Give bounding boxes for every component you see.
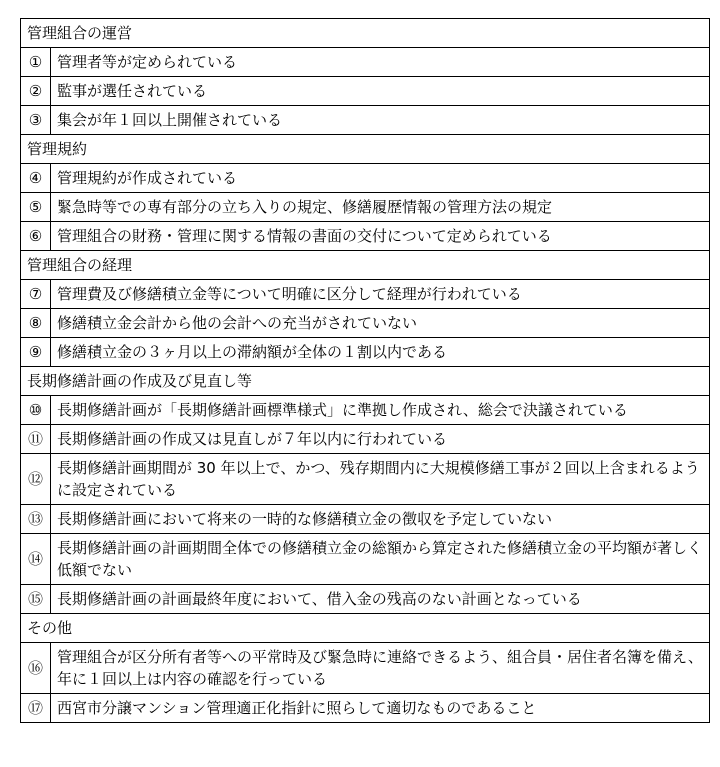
item-text: 管理規約が作成されている [51,164,710,193]
section-title: 管理組合の運営 [21,19,710,48]
item-text: 長期修繕計画の計画期間全体での修繕積立金の総額から算定された修繕積立金の平均額が著しく低額でない [51,534,710,585]
item-number: ① [21,48,51,77]
item-text: 修繕積立金会計から他の会計への充当がされていない [51,309,710,338]
item-text: 集会が年１回以上開催されている [51,106,710,135]
item-number: ⑰ [21,694,51,723]
section-title: 管理組合の経理 [21,251,710,280]
table-row [21,396,710,425]
item-number: ⑭ [21,534,51,585]
item-number: ⑪ [21,425,51,454]
item-number: ⑨ [21,338,51,367]
item-number: ⑤ [21,193,51,222]
table-row [21,77,710,106]
item-number: ③ [21,106,51,135]
item-text: 管理組合が区分所有者等への平常時及び緊急時に連絡できるよう、組合員・居住者名簿を備え、年に１回以上は内容の確認を行っている [51,643,710,694]
item-number: ⑩ [21,396,51,425]
item-number: ⑯ [21,643,51,694]
table-row [21,222,710,251]
table-row [21,164,710,193]
section-row [21,135,710,164]
section-title: 管理規約 [21,135,710,164]
table-row [21,106,710,135]
item-text: 緊急時等での専有部分の立ち入りの規定、修繕履歴情報の管理方法の規定 [51,193,710,222]
section-title: その他 [21,614,710,643]
table-row [21,280,710,309]
item-number: ⑦ [21,280,51,309]
item-text: 管理組合の財務・管理に関する情報の書面の交付について定められている [51,222,710,251]
item-number: ④ [21,164,51,193]
table-row [21,505,710,534]
item-text: 西宮市分譲マンション管理適正化指針に照らして適切なものであること [51,694,710,723]
item-text: 管理者等が定められている [51,48,710,77]
table-row [21,309,710,338]
item-number: ⑮ [21,585,51,614]
section-row [21,251,710,280]
item-text: 長期修繕計画において将来の一時的な修繕積立金の徴収を予定していない [51,505,710,534]
table-row [21,193,710,222]
section-title: 長期修繕計画の作成及び見直し等 [21,367,710,396]
table-row [21,534,710,585]
item-number: ⑬ [21,505,51,534]
item-text: 長期修繕計画期間が 30 年以上で、かつ、残存期間内に大規模修繕工事が２回以上含まれるように設定されている [51,454,710,505]
table-row [21,48,710,77]
item-number: ⑧ [21,309,51,338]
item-text: 長期修繕計画が「長期修繕計画標準様式」に準拠し作成され、総会で決議されている [51,396,710,425]
item-text: 長期修繕計画の計画最終年度において、借入金の残高のない計画となっている [51,585,710,614]
table-row [21,425,710,454]
table-row [21,454,710,505]
table-row [21,694,710,723]
section-row [21,19,710,48]
table-row [21,585,710,614]
item-number: ⑫ [21,454,51,505]
checklist-table [20,18,710,723]
item-text: 修繕積立金の３ヶ月以上の滞納額が全体の１割以内である [51,338,710,367]
checklist-body [21,19,710,723]
section-row [21,614,710,643]
table-row [21,338,710,367]
item-text: 長期修繕計画の作成又は見直しが７年以内に行われている [51,425,710,454]
item-text: 監事が選任されている [51,77,710,106]
item-number: ⑥ [21,222,51,251]
item-number: ② [21,77,51,106]
section-row [21,367,710,396]
item-text: 管理費及び修繕積立金等について明確に区分して経理が行われている [51,280,710,309]
table-row [21,643,710,694]
